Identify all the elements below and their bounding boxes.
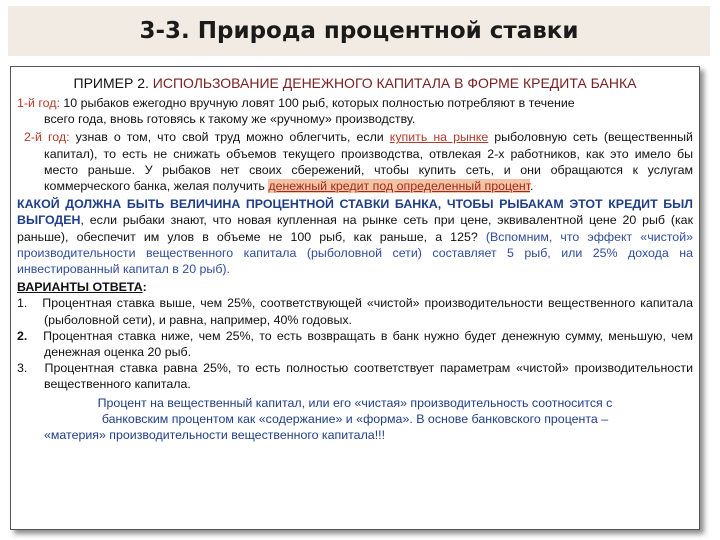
year2-text-b: рыболовную сеть (вещественный капитал), то есть не снижать объемов текущего производства, отвлекая 2-х работников, как это имело бы место раньше. У рыбаков нет своих сбережений, чтобы купить сеть, и они обращаются к услугам коммерческого банка, желая получить — [44, 130, 693, 194]
answers-colon: : — [142, 280, 147, 295]
year1-text-2: всего года, вновь готовясь к такому же «ручному» производству. — [44, 112, 416, 127]
year1-paragraph — [17, 95, 693, 111]
year2-text-c: . — [530, 179, 534, 194]
question-hint: (Вспомним, что эффект «чистой» производительности вещественного капитала (рыболовной сети) составляет 5 рыб, или 25% дохода на инвестированный капитал в 20 рыб). — [17, 229, 694, 277]
question-heading: КАКОЙ ДОЛЖНА БЫТЬ ВЕЛИЧИНА ПРОЦЕНТНОЙ СТАВКИ БАНКА, ЧТОБЫ РЫБАКАМ ЭТОТ КРЕДИТ БЫЛ ВЫГОДЕН — [17, 197, 693, 228]
year1-paragraph-cont — [17, 111, 693, 127]
conclusion-text-3: «материя» производительности вещественного капитала!!! — [44, 428, 386, 443]
slide-title: 3-3. Природа процентной ставки — [139, 18, 579, 44]
year2-paragraph — [17, 129, 693, 194]
answers-heading: ВАРИАНТЫ ОТВЕТА — [17, 280, 143, 295]
conclusion-text-2: банковским процентом как «содержание» и «форма». В основе банковского процента – — [101, 411, 609, 426]
market-link: купить на рынке — [389, 130, 489, 145]
answer-text-1: Процентная ставка выше, чем 25%, соответствующей «чистой» производительности вещественного капитала (рыболовной сети), и равна, например, 40% годовых. — [42, 296, 693, 327]
conclusion-line-2 — [17, 411, 693, 427]
answer-item-3 — [17, 360, 693, 392]
answer-number-1: 1. — [17, 296, 28, 311]
year2-text-a: узнав о том, что свой труд можно облегчить, если — [75, 130, 384, 145]
example-card — [10, 66, 700, 530]
example-label: ПРИМЕР 2. — [73, 75, 149, 91]
title-bar — [8, 6, 710, 56]
answer-text-2: Процентная ставка ниже, чем 25%, то есть возвращать в банк нужно будет денежную сумму, меньшую, чем денежная оценка 20 рыб. — [43, 328, 694, 360]
year1-text-1: 10 рыбаков ежегодно вручную ловят 100 рыб, которых полностью потребляют в течение — [63, 96, 575, 110]
conclusion-line-1 — [17, 395, 693, 411]
answer-number-2: 2. — [17, 328, 28, 343]
answer-item-2 — [17, 328, 693, 360]
answer-number-3: 3. — [17, 361, 28, 376]
example-title: ИСПОЛЬЗОВАНИЕ ДЕНЕЖНОГО КАПИТАЛА В ФОРМЕ КРЕДИТА БАНКА — [152, 75, 637, 91]
conclusion-text-1: Процент на вещественный капитал, или его «чистая» производительность соотносится с — [97, 395, 613, 410]
credit-highlight: денежный кредит под определенный процент — [268, 179, 531, 194]
question-text: , если рыбаки знают, что новая купленная на рынке сеть при цене, эквивалентной цене 20 рыб (как раньше), обеспечит им улов в объеме не 100 рыб, как раньше, а 125? — [17, 213, 693, 244]
example-heading — [17, 74, 693, 92]
question-paragraph — [17, 196, 693, 277]
year1-label: 1-й год: — [17, 96, 60, 110]
answers-heading-line — [17, 279, 693, 295]
answer-item-1 — [17, 295, 693, 327]
year2-label: 2-й год: — [24, 130, 70, 145]
answer-text-3: Процентная ставка равна 25%, то есть полностью соответствует параметрам «чистой» производительности вещественного капитала. — [44, 361, 693, 392]
conclusion-line-3 — [17, 427, 693, 443]
